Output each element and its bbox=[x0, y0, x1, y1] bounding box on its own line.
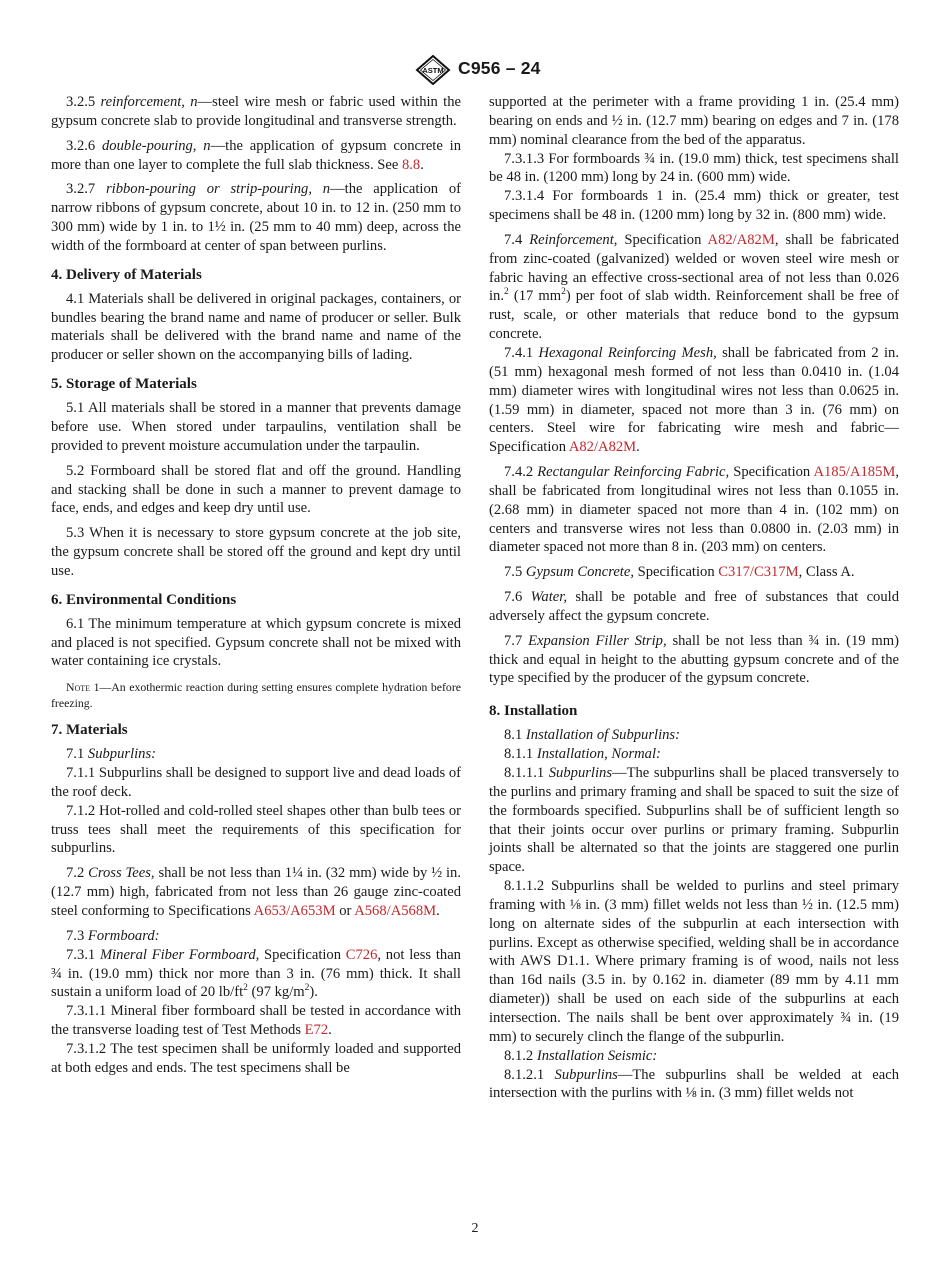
section-3-2-7: 3.2.7 ribbon-pouring or strip-pouring, n—the application of narrow ribbons of gypsum concrete, about 10 in. to 12 in. (250 mm to 300 mm) wide by 1 in. to 1½ in. (25 mm to 40 mm) deep, across the width of the formboard at center of span between purlins. bbox=[51, 181, 462, 254]
ref-link-c726[interactable]: C726 bbox=[345, 946, 378, 963]
ref-link-a82[interactable]: A82/A82M bbox=[707, 231, 775, 248]
section-8-1-2-1: 8.1.2.1 Subpurlins—The subpurlins shall be welded at each intersection with the purlins with ⅛ in. (3 mm) fillet welds not bbox=[489, 1066, 899, 1102]
ref-link-a653[interactable]: A653/A653M bbox=[253, 903, 336, 919]
heading-installation: 8. Installation bbox=[489, 703, 578, 720]
section-7-3-1-1: 7.3.1.1 Mineral fiber formboard shall be tested in accordance with the transverse loading test of Test Methods E72. bbox=[51, 1003, 461, 1039]
section-7-2: 7.2 Cross Tees, shall be not less than 1¼ in. (32 mm) wide by ½ in. (12.7 mm) high, fabricated from not less than 26 gauge zinc-coated steel conforming to Specifications A653/A653M or A568/A568M. bbox=[51, 865, 462, 919]
left-column bbox=[51, 93, 461, 1078]
section-3-2-5: 3.2.5 reinforcement, n—steel wire mesh or fabric used within the gypsum concrete slab to provide longitudinal and transverse strength. bbox=[51, 94, 462, 129]
section-7-1-1: 7.1.1 Subpurlins shall be designed to support live and dead loads of the roof deck. bbox=[51, 765, 461, 800]
page-number: 2 bbox=[471, 1221, 479, 1236]
section-7-3-1-2: 7.3.1.2 The test specimen shall be uniformly loaded and supported at both edges and ends. The test specimens shall be bbox=[51, 1040, 461, 1076]
section-5-3: 5.3 When it is necessary to store gypsum concrete at the job site, the gypsum concrete shall be stored off the ground and kept dry until use. bbox=[51, 525, 461, 579]
ref-link-8-8[interactable]: 8.8 bbox=[401, 156, 421, 173]
section-3-2-6: 3.2.6 double-pouring, n—the application of gypsum concrete in more than one layer to complete the full slab thickness. See 8.8. bbox=[51, 137, 461, 173]
ref-link-e72[interactable]: E72 bbox=[304, 1022, 329, 1039]
logo-text: ASTM bbox=[422, 66, 444, 75]
note-1: Note 1—An exothermic reaction during setting ensures complete hydration before freezing. bbox=[51, 680, 461, 710]
section-7-1-2: 7.1.2 Hot-rolled and cold-rolled steel shapes other than bulb tees or truss tees shall meet the requirements of this specification for subpurlins. bbox=[51, 802, 461, 857]
section-8-1-1-1: 8.1.1.1 Subpurlins—The subpurlins shall be placed transversely to the purlins and primary framing and shall be spaced to suit the size of the formboards specified. Subpurlins shall be of sufficient length so that their joints occur over purlins or primary framing. Subpurlin joints shall be alternated so that the joints are staggered one purlin space. bbox=[489, 765, 899, 876]
section-8-1-1: 8.1.1 Installation, Normal: bbox=[504, 746, 661, 763]
section-8-1-2: 8.1.2 Installation Seismic: bbox=[504, 1047, 658, 1064]
section-7-3: 7.3 Formboard: bbox=[66, 927, 160, 944]
section-7-4: 7.4 Reinforcement, Specification A82/A82M, shall be fabricated from zinc-coated (galvanized) welded or woven steel wire mesh or fabric having an effective cross-sectional area of not less than 0.026 in.$^2$ (17 $mm^2$) per foot of slab width. Reinforcement shall be free of rust, scale, or other materials that reduce bond to the gypsum concrete. bbox=[489, 231, 899, 343]
section-7-7: 7.7 Expansion Filler Strip, shall be not less than ¾ in. (19 mm) thick and equal in height to the abutting gypsum concrete and of the type specified by the producer of the gypsum concrete. bbox=[489, 632, 899, 687]
heading-environmental: 6. Environmental Conditions bbox=[51, 591, 237, 608]
section-7-1: 7.1 Subpurlins: bbox=[66, 746, 157, 763]
section-7-3-1: 7.3.1 Mineral Fiber Formboard, Specification C726, not less than ¾ in. (19.0 mm) thick nor more than 3 in. (76 mm) thick. It shall sustain a uniform load of 20 $lb/ft^2$ (97 $kg/m^2$). bbox=[51, 946, 461, 1001]
section-8-1-1-2: 8.1.1.2 Subpurlins shall be welded to purlins and steel primary framing with ⅛ in. (3 mm) fillet welds not less than ½ in. (12.5 mm) long on alternate sides of the subpurlin at each intersection with purlins. Except as otherwise specified, welding shall be in accordance with AWS D1.1. Where primary framing is of wood, nails not less than 16d nails (3.5 in. by 0.162 in. diameter (89 mm by 4.11 mm diameter)) shall be used on each side of the subpurlins at each intersection. The nails shall be bent over approximately ¾ in. (19 mm) to securely clinch the flange of the subpurlin. bbox=[489, 878, 899, 1045]
section-5-1: 5.1 All materials shall be stored in a manner that prevents damage before use. When stored under tarpaulins, ventilation shall be provided to prevent moisture accumulation under the tarpaulin. bbox=[51, 400, 461, 454]
section-7-4-2: 7.4.2 Rectangular Reinforcing Fabric, Specification A185/A185M, shall be fabricated from longitudinal wires not less than 0.1055 in. (2.68 mm) in diameter spaced not more than 4 in. (102 mm) on centers and transverse wires not less than 0.0800 in. (2.03 mm) in diameter spaced not more than 8 in. (203 mm) on centers. bbox=[489, 464, 900, 556]
right-column bbox=[489, 93, 899, 1103]
section-6-1: 6.1 The minimum temperature at which gypsum concrete is mixed and placed is not specified. Gypsum concrete shall not be mixed with water containing ice crystals. bbox=[51, 615, 461, 670]
section-7-5: 7.5 Gypsum Concrete, Specification C317/C317M, Class A. bbox=[504, 564, 855, 581]
astm-logo-icon bbox=[413, 55, 453, 85]
section-5-2: 5.2 Formboard shall be stored flat and off the ground. Handling and stacking shall be done in such a manner to prevent damage to face, ends, and edges and keep dry until use. bbox=[51, 462, 461, 517]
section-7-3-1-2-continued: supported at the perimeter with a frame providing 1 in. (25.4 mm) bearing on ends and ½ in. (12.7 mm) bearing on edges and 7 in. (178 mm) nominal clearance from the bed of the apparatus. bbox=[489, 94, 899, 148]
section-4-1: 4.1 Materials shall be delivered in original packages, containers, or bundles bearing the brand name and name of producer or seller. Bulk materials shall be delivered with the brand name and name of the producer or seller shown on the accompanying bills of lading. bbox=[51, 290, 461, 364]
designation: C956 – 24 bbox=[458, 58, 541, 78]
section-7-3-1-4: 7.3.1.4 For formboards 1 in. (25.4 mm) thick or greater, test specimens shall be 48 in. (1200 mm) long by 32 in. (800 mm) wide. bbox=[489, 188, 899, 224]
heading-storage: 5. Storage of Materials bbox=[51, 376, 197, 393]
ref-link-c317[interactable]: C317/C317M bbox=[718, 564, 799, 581]
ref-link-a568[interactable]: A568/A568M bbox=[354, 903, 437, 919]
section-8-1: 8.1 Installation of Subpurlins: bbox=[504, 727, 680, 744]
ref-link-a185[interactable]: A185/A185M bbox=[813, 464, 896, 481]
page-header bbox=[0, 55, 950, 85]
section-7-6: 7.6 Water, shall be potable and free of substances that could adversely affect the gypsum concrete. bbox=[489, 589, 900, 624]
section-7-4-1: 7.4.1 Hexagonal Reinforcing Mesh, shall be fabricated from 2 in. (51 mm) hexagonal mesh formed of not less than 0.0410 in. (1.04 mm) diameter wires with longitudinal wires not less than 0.0625 in. (1.59 mm) in diameter, spaced not more than 3 in. (76 mm) on centers. Steel wire for fabricating wire mesh and fabric—Specification A82/A82M. bbox=[489, 344, 899, 456]
heading-delivery: 4. Delivery of Materials bbox=[51, 266, 202, 283]
ref-link-a82-2[interactable]: A82/A82M bbox=[568, 439, 637, 456]
heading-materials: 7. Materials bbox=[51, 722, 128, 739]
section-7-3-1-3: 7.3.1.3 For formboards ¾ in. (19.0 mm) thick, test specimens shall be 48 in. (1200 mm) long by 24 in. (600 mm) wide. bbox=[489, 150, 899, 186]
